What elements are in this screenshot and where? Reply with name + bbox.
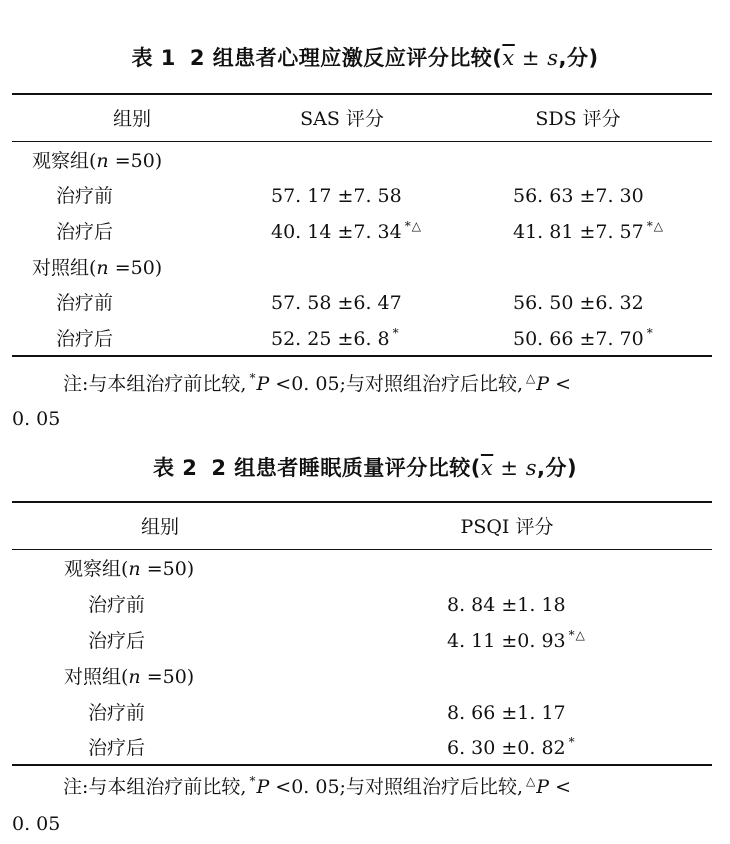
value: 57. 58 ±6. 47	[271, 292, 402, 314]
value: 8. 66 ±1. 17	[447, 702, 566, 724]
table-row-label: 治疗前	[88, 702, 146, 724]
table2-group-observation	[64, 557, 194, 581]
value: 57. 17 ±7. 58	[271, 185, 402, 207]
triangle-mark: △	[526, 774, 537, 788]
value: 4. 11 ±0. 93	[447, 630, 566, 652]
table2-pm: ±	[493, 456, 526, 480]
group-label: 观察组(	[32, 150, 97, 172]
n-value: =50)	[108, 150, 163, 172]
value: 40. 14 ±7. 34	[271, 221, 402, 243]
table1-top-rule	[12, 93, 712, 95]
significance-mark: *	[392, 326, 400, 340]
p-symbol: P	[536, 373, 550, 395]
asterisk-mark: *	[249, 371, 257, 385]
n-value: =50)	[108, 257, 163, 279]
n-symbol: n	[128, 558, 141, 580]
table-row-label: 治疗前	[56, 292, 114, 314]
n-value: =50)	[140, 666, 195, 688]
table-row-label: 治疗前	[56, 185, 114, 207]
note-text: <	[549, 776, 571, 798]
table2-note	[63, 775, 571, 801]
table2-mean-symbol: $\overline{x}$	[480, 456, 494, 480]
table2-header-rule	[12, 549, 712, 550]
table-row-label: 治疗后	[56, 328, 114, 350]
value: 8. 84 ±1. 18	[447, 594, 566, 616]
table2-header-group: 组别	[140, 516, 179, 538]
table-cell-psqi	[447, 701, 569, 727]
note-text: <0. 05;与对照组治疗后比较,	[269, 776, 523, 798]
table1-title: 2 组患者心理应激反应评分比较(	[189, 46, 503, 70]
table-cell-sas	[271, 184, 405, 210]
table1-mean-symbol: $\overline{x}$	[502, 46, 515, 70]
table-cell-sas	[271, 220, 422, 246]
asterisk-mark: *	[249, 774, 257, 788]
value: 6. 30 ±0. 82	[447, 737, 566, 759]
p-symbol: P	[256, 776, 270, 798]
group-label: 对照组(	[64, 666, 129, 688]
significance-mark: *	[568, 735, 576, 749]
table-cell-psqi	[447, 736, 576, 762]
table2-title: 2 组患者睡眠质量评分比较(	[211, 456, 481, 480]
value: 41. 81 ±7. 57	[513, 221, 644, 243]
value: 56. 63 ±7. 30	[513, 185, 644, 207]
table2-number: 表 2	[152, 456, 198, 480]
table1-header-rule	[12, 141, 712, 142]
table2-unit: ,分)	[536, 456, 578, 480]
table1-header-sds: SDS 评分	[535, 108, 621, 130]
table-cell-psqi	[447, 629, 586, 655]
table-cell-sas	[271, 327, 400, 353]
table-row-label: 治疗后	[88, 630, 146, 652]
table2-group-control	[64, 665, 194, 689]
n-symbol: n	[96, 257, 109, 279]
table-cell-sds	[513, 220, 664, 246]
table2-header-psqi: PSQI 评分	[460, 516, 554, 538]
table-cell-sds	[513, 327, 654, 353]
table-cell-sds	[513, 184, 647, 210]
value: 52. 25 ±6. 8	[271, 328, 390, 350]
table1-group-observation	[32, 149, 162, 173]
table1-note-continued: 0. 05	[12, 408, 61, 430]
table-row-label: 治疗后	[56, 221, 114, 243]
n-symbol: n	[128, 666, 141, 688]
table1-header-sas: SAS 评分	[300, 108, 384, 130]
table2-caption	[0, 452, 730, 482]
n-symbol: n	[96, 150, 109, 172]
table1-pm: ±	[514, 46, 548, 70]
n-value: =50)	[140, 558, 195, 580]
table2-top-rule	[12, 501, 712, 503]
table1-header-group: 组别	[112, 108, 151, 130]
p-symbol: P	[536, 776, 550, 798]
group-label: 对照组(	[32, 257, 97, 279]
p-symbol: P	[256, 373, 270, 395]
group-label: 观察组(	[64, 558, 129, 580]
significance-mark: *△	[568, 628, 586, 642]
table-row-label: 治疗后	[88, 737, 146, 759]
note-text: <	[549, 373, 571, 395]
table1-unit: ,分)	[558, 46, 599, 70]
value: 50. 66 ±7. 70	[513, 328, 644, 350]
value: 56. 50 ±6. 32	[513, 292, 644, 314]
table1-caption	[0, 42, 730, 72]
table-cell-sas	[271, 291, 405, 317]
table-cell-sds	[513, 291, 647, 317]
triangle-mark: △	[526, 371, 537, 385]
table2-sd-symbol: s	[525, 456, 537, 480]
table1-bottom-rule	[12, 355, 712, 357]
table1-group-control	[32, 256, 162, 280]
significance-mark: *△	[646, 219, 664, 233]
table1-sd-symbol: s	[547, 46, 559, 70]
note-text: 注:与本组治疗前比较,	[63, 373, 247, 395]
table2-note-continued: 0. 05	[12, 813, 61, 835]
table2-bottom-rule	[12, 764, 712, 766]
note-text: 注:与本组治疗前比较,	[63, 776, 247, 798]
significance-mark: *△	[404, 219, 422, 233]
note-text: <0. 05;与对照组治疗后比较,	[269, 373, 523, 395]
table1-note	[63, 372, 571, 398]
table-row-label: 治疗前	[88, 594, 146, 616]
table-cell-psqi	[447, 593, 569, 619]
significance-mark: *	[646, 326, 654, 340]
table1-number: 表 1	[131, 46, 176, 70]
